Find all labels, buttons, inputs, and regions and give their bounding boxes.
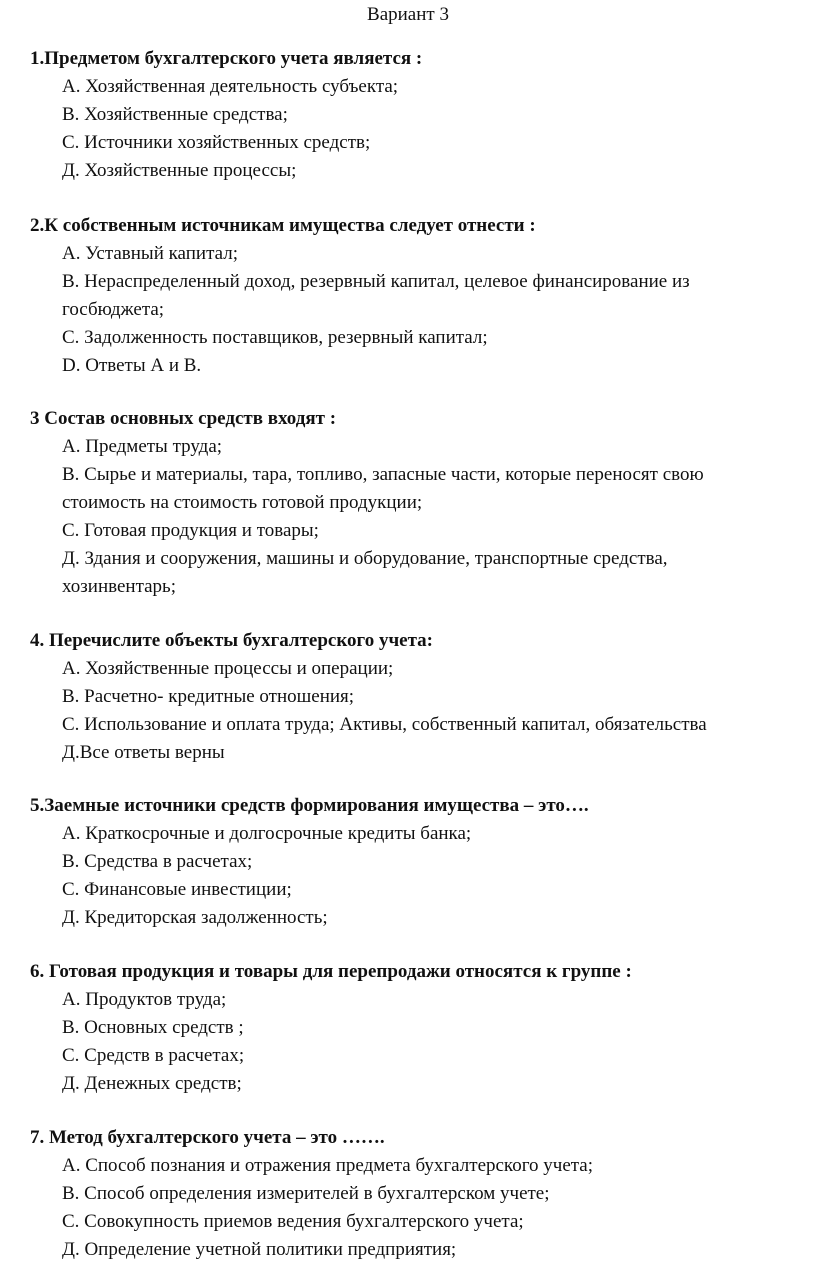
answer-c: С. Задолженность поставщиков, резервный капитал; [62, 327, 488, 348]
question-text: 1.Предметом бухгалтерского учета является : [30, 48, 423, 69]
answer-list [62, 73, 810, 185]
answer-list [62, 1152, 810, 1264]
answer-list [62, 433, 810, 601]
question-4 [30, 627, 810, 767]
answer-b: В. Средства в расчетах; [62, 851, 253, 872]
answer-d: Д. Определение учетной политики предприятия; [62, 1239, 457, 1260]
answer-b: В. Основных средств ; [62, 1017, 244, 1038]
answer-c: С. Использование и оплата труда; Активы, собственный капитал, обязательства [62, 714, 707, 735]
answer-d: Д.Все ответы верны [62, 742, 225, 763]
answer-d: Д. Здания и сооружения, машины и оборудование, транспортные средства, хозинвентарь; [62, 548, 668, 597]
answer-list [62, 820, 810, 932]
page-title: Вариант 3 [367, 4, 449, 25]
question-6 [30, 958, 810, 1098]
answer-c: С. Совокупность приемов ведения бухгалтерского учета; [62, 1211, 524, 1232]
question-2 [30, 212, 810, 380]
question-text: 7. Метод бухгалтерского учета – это ……. [30, 1127, 385, 1148]
answer-d: Д. Хозяйственные процессы; [62, 160, 297, 181]
answer-b: В. Расчетно- кредитные отношения; [62, 686, 355, 707]
answer-b: В. Хозяйственные средства; [62, 104, 288, 125]
answer-a: А. Краткосрочные и долгосрочные кредиты банка; [62, 823, 472, 844]
answer-a: А. Способ познания и отражения предмета бухгалтерского учета; [62, 1155, 594, 1176]
answer-list [62, 655, 810, 767]
question-5 [30, 792, 810, 932]
answer-d: Д. Кредиторская задолженность; [62, 907, 328, 928]
question-3 [30, 405, 810, 601]
answer-list [62, 986, 810, 1098]
answer-b: В. Сырье и материалы, тара, топливо, запасные части, которые переносят свою стоимость на стоимость готовой продукции; [62, 464, 704, 513]
answer-b: В. Нераспределенный доход, резервный капитал, целевое финансирование из госбюджета; [62, 271, 690, 320]
answer-a: А. Хозяйственные процессы и операции; [62, 658, 394, 679]
answer-a: А. Уставный капитал; [62, 243, 238, 264]
question-text: 2.К собственным источникам имущества следует отнести : [30, 215, 536, 236]
answer-d: D. Ответы А и В. [62, 355, 202, 376]
answer-a: А. Хозяйственная деятельность субъекта; [62, 76, 399, 97]
question-text: 6. Готовая продукция и товары для перепродажи относятся к группе : [30, 961, 632, 982]
answer-list [62, 240, 810, 380]
answer-c: С. Готовая продукция и товары; [62, 520, 319, 541]
answer-c: С. Источники хозяйственных средств; [62, 132, 371, 153]
question-text: 3 Состав основных средств входят : [30, 408, 337, 429]
question-text: 4. Перечислите объекты бухгалтерского учета: [30, 630, 433, 651]
question-1 [30, 45, 810, 185]
answer-a: А. Предметы труда; [62, 436, 223, 457]
answer-c: С. Средств в расчетах; [62, 1045, 245, 1066]
question-7 [30, 1124, 810, 1264]
answer-c: С. Финансовые инвестиции; [62, 879, 292, 900]
question-text: 5.Заемные источники средств формирования имущества – это…. [30, 795, 589, 816]
answer-d: Д. Денежных средств; [62, 1073, 242, 1094]
answer-b: В. Способ определения измерителей в бухгалтерском учете; [62, 1183, 550, 1204]
answer-a: А. Продуктов труда; [62, 989, 227, 1010]
